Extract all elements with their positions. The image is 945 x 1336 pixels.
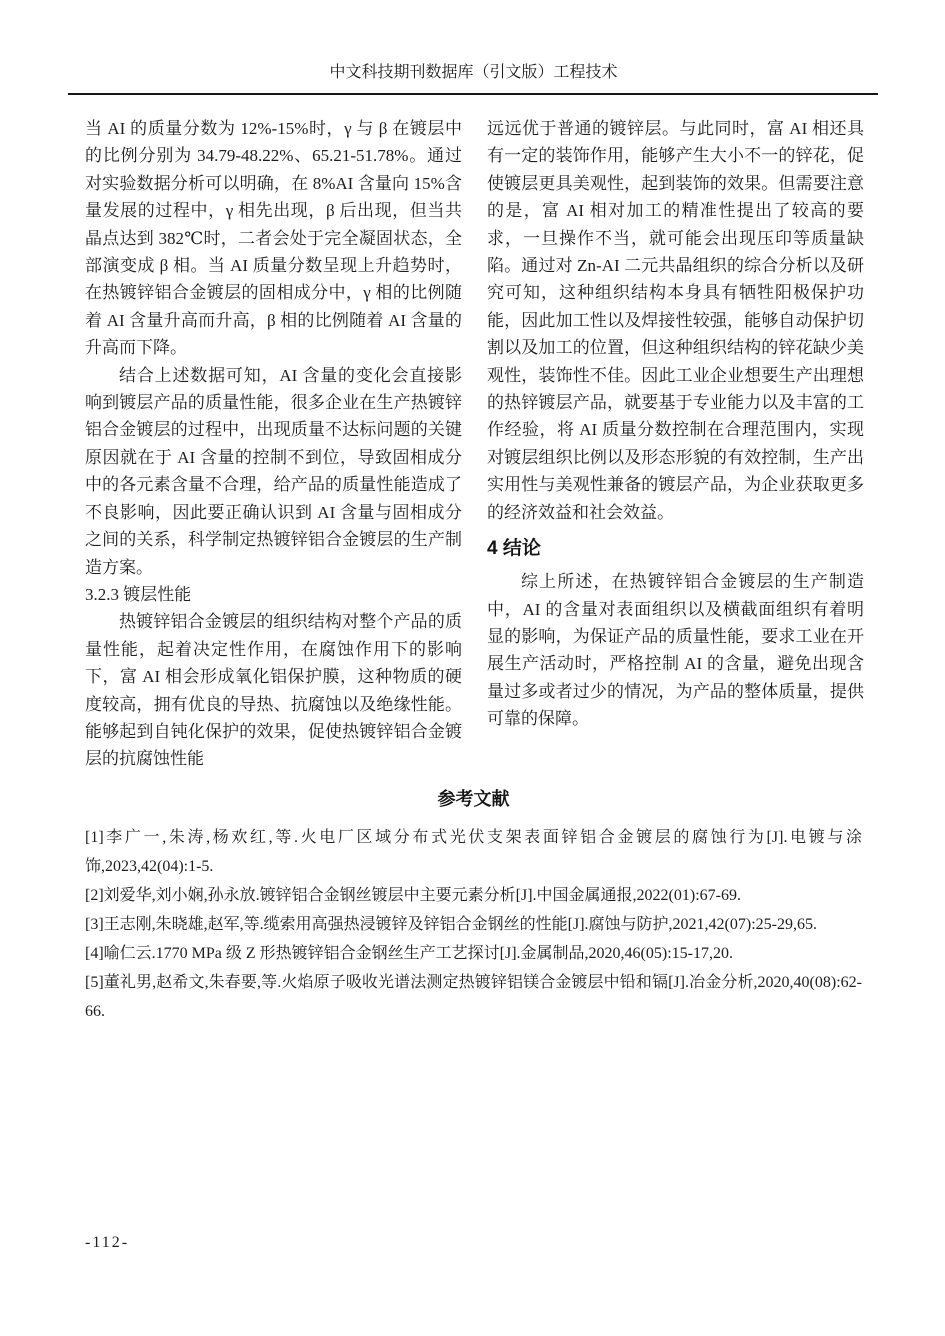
reference-item-2: [2]刘爱华,刘小娴,孙永放.镀锌铝合金钢丝镀层中主要元素分析[J].中国金属通报,2022(01):67-69. [85, 886, 741, 904]
reference-item-5: [5]董礼男,赵希文,朱春要,等.火焰原子吸收光谱法测定热镀锌铝镁合金镀层中铅和镉[J].冶金分析,2020,40(08):62-66. [85, 973, 862, 1020]
paragraph-coating-performance-continued: 远远优于普通的镀锌层。与此同时，富 AI 相还具有一定的装饰作用，能够产生大小不一的锌花，促使镀层更具美观性，起到装饰的效果。但需要注意的是，富 AI 相对加工的精准性提出了较高的要求，一旦操作不当，就可能会出现压印等质量缺陷。通过对 Zn-AI 二元共晶组织的综合分析以及研究可知，这种组织结构本身具有牺牲阳极保护功能，因此加工性以及焊接性较强，能够自动保护切割以及加工的位置，但这种组织结构的锌花缺少美观性，装饰性不佳。因此工业企业想要生产出理想的热锌镀层产品，就要基于专业能力以及丰富的工作经验，将 AI 质量分数控制在合理范围内，实现对镀层组织比例以及形态形貌的有效控制，生产出实用性与美观性兼备的镀层产品，为企业获取更多的经济效益和社会效益。 [487, 119, 864, 522]
right-column [487, 115, 864, 773]
reference-item-3: [3]王志刚,朱晓雄,赵军,等.缆索用高强热浸镀锌及锌铝合金钢丝的性能[J].腐蚀与防护,2021,42(07):25-29,65. [85, 915, 817, 933]
subsection-heading-coating-performance: 3.2.3 镀层性能 [85, 584, 192, 604]
body-columns [85, 115, 862, 773]
paragraph-data-summary: 结合上述数据可知，AI 含量的变化会直接影响到镀层产品的质量性能，很多企业在生产热镀锌铝合金镀层的过程中，出现质量不达标问题的关键原因就在于 AI 含量的控制不到位，导致固相成分中的各元素含量不合理，给产品的质量性能造成了不良影响，因此要正确认识到 AI 含量与固相成分之间的关系，科学制定热镀锌铝合金镀层的生产制造方案。 [85, 365, 462, 577]
journal-header [85, 62, 862, 95]
paragraph-coating-performance: 热镀锌铝合金镀层的组织结构对整个产品的质量性能，起着决定性作用，在腐蚀作用下的影响下，富 AI 相会形成氧化铝保护膜，这种物质的硬度较高，拥有优良的导热、抗腐蚀以及绝缘性能。能够起到自钝化保护的效果，促使热镀锌铝合金镀层的抗腐蚀性能 [85, 612, 462, 769]
reference-item-1: [1]李广一,朱涛,杨欢红,等.火电厂区域分布式光伏支架表面锌铝合金镀层的腐蚀行为[J].电镀与涂饰,2023,42(04):1-5. [85, 828, 862, 875]
paragraph-conclusion: 综上所述，在热镀锌铝合金镀层的生产制造中，AI 的含量对表面组织以及横截面组织有着明显的影响，为保证产品的质量性能，要求工业在开展生产活动时，严格控制 AI 的含量，避免出现含量过多或者过少的情况，为产品的整体质量，提供可靠的保障。 [487, 572, 864, 729]
references-section [85, 787, 862, 1026]
section-heading-conclusion: 4 结论 [487, 538, 541, 560]
journal-title: 中文科技期刊数据库（引文版）工程技术 [329, 64, 618, 81]
page-footer [85, 1234, 129, 1252]
paragraph-al-mass-fraction: 当 AI 的质量分数为 12%-15%时，γ 与 β 在镀层中的比例分别为 34.79-48.22%、65.21-51.78%。通过对实验数据分析可以明确，在 8%AI 含量向 15%含量发展的过程中，γ 相先出现，β 后出现，但当共晶点达到 382℃时，二者会处于完全凝固状态，全部演变成 β 相。当 AI 质量分数呈现上升趋势时，在热镀锌铝合金镀层的固相成分中，γ 相的比例随着 AI 含量升高而升高，β 相的比例随着 AI 含量的升高而下降。 [85, 119, 462, 358]
page-number: -112- [85, 1234, 130, 1251]
references-heading: 参考文献 [437, 788, 510, 809]
header-rule [68, 93, 878, 95]
left-column [85, 115, 462, 773]
reference-item-4: [4]喻仁云.1770 MPa 级 Z 形热镀锌铝合金钢丝生产工艺探讨[J].金属制品,2020,46(05):15-17,20. [85, 944, 733, 962]
